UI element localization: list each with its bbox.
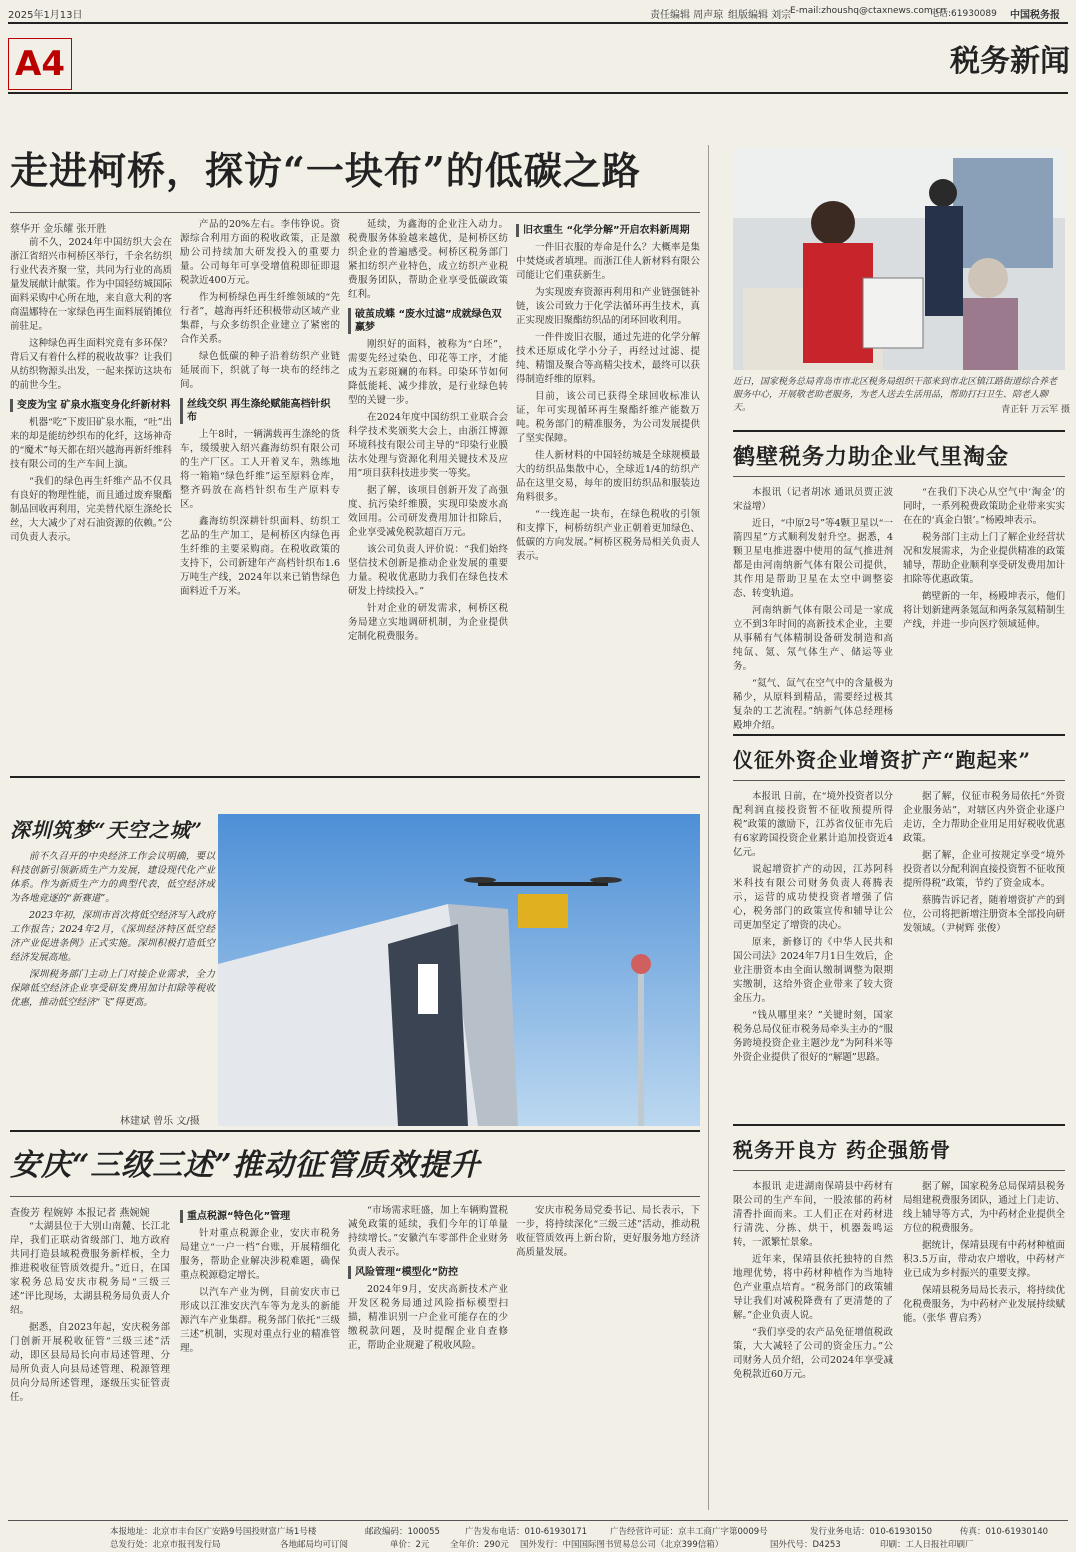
column-separator — [708, 145, 709, 1510]
elder-care-illustration — [733, 148, 1065, 370]
paragraph: 为实现废弃资源再利用和产业链强链补链，该公司致力于化学法循环再生技术，真正实现废旧聚酯纺织品的闭环回收利用。 — [516, 287, 700, 326]
paragraph: “我们的绿色再生纤维产品不仅具有良好的物理性能，而且通过废弃聚酯制品回收再利用，完美替代原生涤纶长丝，大大减少了对石油资源的依赖。”公司负责人表示。 — [10, 476, 172, 543]
paragraph: “我们享受的农产品免征增值税政策，大大减轻了公司的资金压力。”公司财务人员介绍，公司2024年享受减免税款近60万元。 — [733, 1327, 893, 1380]
article-5-title: 安庆“三级三述”推动征管质效提升 — [10, 1148, 481, 1183]
paragraph: “氦气、氙气在空气中的含量极为稀少，从原料到精品，需要经过极其复杂的工艺流程。”纳新气体总经理杨殿坤介绍。 — [733, 678, 893, 731]
header-rule — [8, 22, 1068, 24]
paragraph: 针对企业的研发需求，柯桥区税务局建立实地调研机制，为企业提供定制化税费服务。 — [348, 603, 508, 642]
editor: 责任编辑 周声琼 — [650, 10, 724, 21]
paragraph: 安庆市税务局党委书记、局长表示，下一步，将持续深化“三级三述”活动，推动税收征管质效再上新台阶，更好服务地方经济高质量发展。 — [516, 1205, 700, 1258]
article-1-byline: 蔡华开 金乐耀 张开胜 — [10, 224, 107, 235]
paragraph: 以汽车产业为例，目前安庆市已形成以江淮安庆汽车等为龙头的新能源汽车产业集群。税务部门依托“三级三述”机制，实现对重点行业的精准管理。 — [180, 1287, 340, 1354]
paragraph: 蔡腾告诉记者，随着增资扩产的到位，公司将把新增注册资本全部投向研发领域。（尹树辉 张俊） — [903, 895, 1065, 934]
article-4-credit: 林建斌 曾乐 文/摄 — [120, 1116, 200, 1127]
article-5-rule — [10, 1130, 700, 1132]
article-2-col-1 — [733, 486, 893, 731]
paragraph: 据统计，保靖县现有中药材种植面积3.5万亩，带动农户增收，中药材产业已成为乡村振兴的重要支撑。 — [903, 1240, 1065, 1279]
paragraph: 一件旧衣服的寿命是什么？大概率是集中焚烧或者填埋。而浙江佳人新材料有限公司能让它们重获新生。 — [516, 242, 700, 281]
paragraph: 鑫海纺织深耕针织面料、纺织工艺品的生产加工，是柯桥区内绿色再生纤维的主要采购商。在税收政策的支持下，公司新建年产高档针织布1.6万吨生产线，2024年以来已销售绿色面料近千万米。 — [180, 516, 340, 597]
subheading: 风险管理“模型化”防控 — [348, 1266, 508, 1279]
paragraph: 据了解，仪征市税务局依托“外资企业服务站”，对辖区内外资企业逐户走访，全力帮助企业用足用好税收优惠政策。 — [903, 791, 1065, 844]
article-4-title: 深圳筑梦“天空之城” — [10, 818, 204, 842]
article-3-col-2 — [903, 790, 1065, 1122]
phone: 电话:61930089 — [930, 9, 997, 19]
paper-name: 中国税务报 — [1010, 10, 1060, 21]
paragraph: 上午8时，一辆满载再生涤纶的货车，缓缓驶入绍兴鑫海纺织有限公司的生产厂区。工人开着叉车，熟练地将一箱箱“绿色纤维”运至原料仓库，整齐码放在高档针织布生产原料专区。 — [180, 429, 340, 510]
paragraph: 针对重点税源企业，安庆市税务局建立“一户一档”台账，开展精细化服务，帮助企业解决涉税难题，确保重点税源稳定增长。 — [180, 1228, 340, 1281]
paragraph: 据了解，国家税务总局保靖县税务局组建税费服务团队，通过上门走访、线上辅导等方式，为中药材企业提供全方位的税费服务。 — [903, 1181, 1065, 1234]
footer-circulation: 发行业务电话：010-61930150 — [810, 1527, 933, 1537]
footer-ad-phone: 广告发布电话：010-61930171 — [465, 1527, 588, 1537]
paragraph: 该公司负责人评价说：“我们始终坚信技术创新是推动企业发展的重要力量。税收优惠助力我们在绿色技术研发上持续投入。” — [348, 544, 508, 597]
paragraph: 深圳税务部门主动上门对接企业需求，全力保障低空经济企业享受研发费用加计扣除等税收优惠，推动低空经济“飞”得更高。 — [10, 969, 215, 1008]
article-2-byline: 本报讯（记者胡冰 通讯员贾正波 宋益增） — [733, 487, 893, 512]
paragraph: 作为柯桥绿色再生纤维领域的“先行者”，越海再纤还积极带动区域产业集群，与众多纺织企业建立了紧密的合作关系。 — [180, 292, 340, 345]
article-6-title: 税务开良方 药企强筋骨 — [733, 1138, 951, 1162]
article-1-col-1 — [10, 236, 172, 766]
paragraph: 近日，“中原2号”等4颗卫星以“一箭四星”方式顺利发射升空。据悉，4颗卫星电推进器中使用的氙气推进剂都是由河南纳新气体有限公司提供，其作用是帮助卫星在太空中调整姿态、转变轨道。 — [733, 518, 893, 599]
paragraph: “太湖县位于大别山南麓、长江北岸，我们正联动省级部门、地方政府共同打造县域税费服务新样板，全力推进税收征管质效提升。”近日，在国家税务总局安庆市税务局“三级三述”评比现场，太湖县税务局负责人介绍。 — [10, 1221, 170, 1316]
paragraph: 一件件废旧衣服，通过先进的化学分解技术还原成化学小分子，再经过过滤、提纯、精馏及聚合等高精尖技术，最终可以获得制造纤维的原料。 — [516, 332, 700, 385]
article-1-title: 走进柯桥，探访“一块布”的低碳之路 — [10, 148, 641, 193]
paragraph: 说起增资扩产的动因，江苏阿科米科技有限公司财务负责人蒋腾表示，运营的成功使投资者增强了信心，税务部门的政策宣传和辅导让公司更加坚定了增资的决心。 — [733, 864, 893, 931]
subheading: 变废为宝 矿泉水瓶变身化纤新材料 — [10, 399, 172, 412]
article-2-title: 鹤壁税务力助企业气里淘金 — [733, 444, 1010, 470]
paragraph: 保靖县税务局局长表示，将持续优化税费服务，为中药材产业发展持续赋能。（张华 曹启秀） — [903, 1285, 1065, 1324]
section-title: 税务新闻 — [950, 44, 1070, 79]
paragraph: 河南纳新气体有限公司是一家成立不到3年时间的高新技术企业，主要从事稀有气体精制设备研发制造和高纯氙、氪、氖气体生产、储运等业务。 — [733, 605, 893, 672]
article-3-rule-bottom — [733, 780, 1065, 781]
paragraph: 前不久，2024年中国纺织大会在浙江省绍兴市柯桥区举行，千余名纺织行业代表齐聚一堂，共同为行业的高质量发展献计献策。作为中国轻纺城国际面料采购中心所在地，来自意大利的客商温娜特在一家绿色再生面料展销摊位前驻足。 — [10, 237, 172, 332]
paragraph: 产品的20%左右。李伟铮说。资源综合利用方面的税收政策，正是激励公司持续加大研发投入的重要力量。公司每年可享受增值税即征即退税款近400万元。 — [180, 219, 340, 286]
paragraph: 据了解，该项目创新开发了高强度、抗污染纤维膜，实现印染废水高效回用。公司研发费用加计扣除后，企业享受减免税款超百万元。 — [348, 485, 508, 538]
paragraph: 原来，新修订的《中华人民共和国公司法》2024年7月1日生效后，企业注册资本由全面认缴制调整为限期实缴制，这给外资企业带来了较大资金压力。 — [733, 937, 893, 1004]
article-5-col-3 — [348, 1204, 508, 1510]
paragraph: 延续，为鑫海的企业注入动力。税费服务体验越来越优，是柯桥区纺织企业的普遍感受。柯桥区税务部门紧扣纺织产业特色，成立纺织产业税费服务团队，帮助企业享受低碳政策红利。 — [348, 219, 508, 300]
photo-credit: 青正轩 万云军 摄 — [1001, 405, 1070, 415]
section-rule — [8, 92, 1068, 94]
article-3-col-1 — [733, 790, 893, 1122]
paragraph: 这种绿色再生面料究竟有多环保？背后又有着什么样的税收故事？让我们从纺织物源头出发，一起来探访这块布的前世今生。 — [10, 338, 172, 391]
paragraph: 近年来，保靖县依托独特的自然地理优势，将中药材种植作为当地特色产业重点培育。“税务部门的政策辅导让我们对减税降费有了更清楚的了解。”企业负责人说。 — [733, 1254, 893, 1321]
article-3-rule — [733, 734, 1065, 736]
drone-port-illustration — [218, 814, 700, 1126]
footer-zip: 邮政编码：100055 — [365, 1527, 440, 1537]
paragraph: 在2024年度中国纺织工业联合会科学技术奖颁奖大会上，由浙江博源环境科技有限公司主导的“印染行业膜法水处理与资源化利用关键技术及应用”项目获科技进步奖一等奖。 — [348, 412, 508, 479]
footer-printer: 印刷：工人日报社印刷厂 — [880, 1540, 974, 1550]
article-1-col-3 — [348, 218, 508, 766]
paragraph: 刚织好的面料，被称为“白坯”，需要先经过染色、印花等工序，才能成为五彩斑斓的布料。印染环节如何降低能耗、减少排放，是行业绿色转型的关键一步。 — [348, 339, 508, 406]
paragraph: 前不久召开的中央经济工作会议明确，要以科技创新引领新质生产力发展，建设现代化产业体系。作为新质生产力的典型代表，低空经济成为各地竞逐的“新赛道”。 — [10, 851, 215, 904]
article-5-col-4 — [516, 1204, 700, 1510]
paragraph: 佳人新材料的中国轻纺城是全球规模最大的纺织品集散中心，全球近1/4的纺织产品在这里交易，每年的废旧纺织品和服装边角料很多。 — [516, 450, 700, 503]
paragraph: “一线连起一块布，在绿色税收的引领和支撑下，柯桥纺织产业正朝着更加绿色、低碳的方向发展。”柯桥区税务局相关负责人表示。 — [516, 509, 700, 562]
footer-overseas: 国外发行：中国国际图书贸易总公司（北京399信箱） — [520, 1540, 724, 1550]
article-5-byline: 查俊芳 程婉婷 本报记者 燕婉婉 — [10, 1208, 150, 1219]
footer-price: 单价：2元 — [390, 1540, 430, 1550]
paragraph: “市场需求旺盛，加上车辆购置税减免政策的延续，我们今年的订单量持续增长。”安徽汽车零部件企业财务负责人表示。 — [348, 1205, 508, 1258]
article-2-rule — [733, 430, 1065, 432]
drone-port-photo — [218, 814, 700, 1126]
paragraph: 2024年9月，安庆高新技术产业开发区税务局通过风险指标模型扫描，精准识别一户企业可能存在的少缴税款问题，及时提醒企业自查修正，帮助企业规避了税收风险。 — [348, 1284, 508, 1351]
paragraph: 鹤壁新的一年，杨殿坤表示，他们将计划新建两条氪氙和两条氖氦精制生产线，并进一步向医疗领域延伸。 — [903, 591, 1065, 630]
paragraph: “在我们下决心从空气中‘淘金’的同时，一系列税费政策助企业带来实实在在的‘真金白银’。”杨殿坤表示。 — [903, 487, 1065, 526]
footer-year-price: 全年价：290元 — [450, 1540, 509, 1550]
subheading: 丝线交织 再生涤纶赋能高档针织布 — [180, 398, 340, 424]
paragraph: 目前，该公司已获得全球回收标准认证，年可实现循环再生聚酯纤维产能数万吨。税务部门的精准服务，为公司发展提供了坚实保障。 — [516, 391, 700, 444]
issue-date: 2025年1月13日 — [8, 10, 83, 21]
paragraph: 2023年初，深圳市首次将低空经济写入政府工作报告；2024年2月，《深圳经济特区低空经济产业促进条例》正式实施。深圳积极打造低空经济发展高地。 — [10, 910, 215, 963]
layout-editor: 组版编辑 刘宗 — [728, 10, 792, 21]
subheading: 重点税源“特色化”管理 — [180, 1210, 340, 1223]
article-2-col-2 — [903, 486, 1065, 722]
footer-distribution: 总发行处：北京市报刊发行局 — [110, 1540, 221, 1550]
subheading: 破茧成蝶 “废水过滤”成就绿色双赢梦 — [348, 308, 508, 334]
footer-subscribe: 各地邮局均可订阅 — [280, 1540, 349, 1550]
article-5-col-2 — [180, 1204, 340, 1510]
footer-license: 广告经营许可证：京丰工商广字第0009号 — [610, 1527, 768, 1537]
paragraph: 税务部门主动上门了解企业经营状况和发展需求，为企业提供精准的政策辅导，帮助企业顺利享受研发费用加计扣除等优惠政策。 — [903, 532, 1065, 585]
article-3-title: 仪征外资企业增资扩产“跑起来” — [733, 748, 1032, 772]
article-1-rule — [10, 212, 700, 213]
paragraph: 本报讯 日前，在“境外投资者以分配利润直接投资暂不征收预提所得税”政策的激励下，江苏省仪征市先后有6家跨国投资企业累计追加投资近4亿元。 — [733, 791, 893, 858]
paragraph: 据了解，企业可按规定享受“境外投资者以分配利润直接投资暂不征收预提所得税”政策，节约了资金成本。 — [903, 850, 1065, 889]
elder-care-photo — [733, 148, 1065, 370]
article-6-col-1 — [733, 1180, 893, 1512]
subheading: 旧衣重生 “化学分解”开启农料新周期 — [516, 224, 700, 237]
article-2-rule-bottom — [733, 476, 1065, 477]
page-footer — [0, 1525, 1076, 1552]
paragraph: 绿色低碳的种子沿着纺织产业链延展而下，织就了每一块布的经纬之间。 — [180, 351, 340, 390]
paragraph: 本报讯 走进湖南保靖县中药材有限公司的生产车间，一股浓郁的药材清香扑面而来。工人们正在对药材进行清洗、分拣、烘干，机器轰鸣运转，一派繁忙景象。 — [733, 1181, 893, 1248]
footer-fax: 传真：010-61930140 — [960, 1527, 1049, 1537]
article-1-col-4 — [516, 218, 700, 766]
article-6-rule-bottom — [733, 1170, 1065, 1171]
article-4-rule — [10, 776, 700, 778]
article-6-col-2 — [903, 1180, 1065, 1512]
paragraph: 机器“吃”下废旧矿泉水瓶，“吐”出来的却是能纺纱织布的化纤，这场神奇的“魔术”每天都在绍兴越海再新纤维科技有限公司的生产车间上演。 — [10, 417, 172, 470]
photo-caption: 近日，国家税务总局青岛市市北区税务局组织干部来到市北区镇江路街道综合养老服务中心，开展敬老助老服务，为老人送去生活用品，帮助打扫卫生、陪老人聊天。 — [733, 377, 1058, 413]
article-5-rule-bottom — [10, 1196, 700, 1197]
article-1-col-2 — [180, 218, 340, 766]
article-5-col-1 — [10, 1220, 170, 1510]
email: E-mail:zhoushq@ctaxnews.com.cn — [790, 6, 947, 16]
paragraph: “钱从哪里来？”关键时刻，国家税务总局仪征市税务局牵头主办的“服务跨境投资企业主题沙龙”为阿科米等外资企业提供了很好的“解题”思路。 — [733, 1010, 893, 1063]
paragraph: 据悉，自2023年起，安庆税务部门创新开展税收征管“三级三述”活动，即区县局局长向市局述管理、分局所负责人向县局述管理、税源管理员向分局所述管理，逐级压实征管责任。 — [10, 1322, 170, 1403]
footer-rule — [8, 1520, 1068, 1521]
footer-code: 国外代号：D4253 — [770, 1540, 841, 1550]
article-6-rule — [733, 1124, 1065, 1126]
page-number: A4 — [8, 38, 72, 90]
footer-address: 本报地址：北京市丰台区广安路9号国投财富广场1号楼 — [110, 1527, 317, 1537]
article-4-body — [10, 850, 215, 1112]
